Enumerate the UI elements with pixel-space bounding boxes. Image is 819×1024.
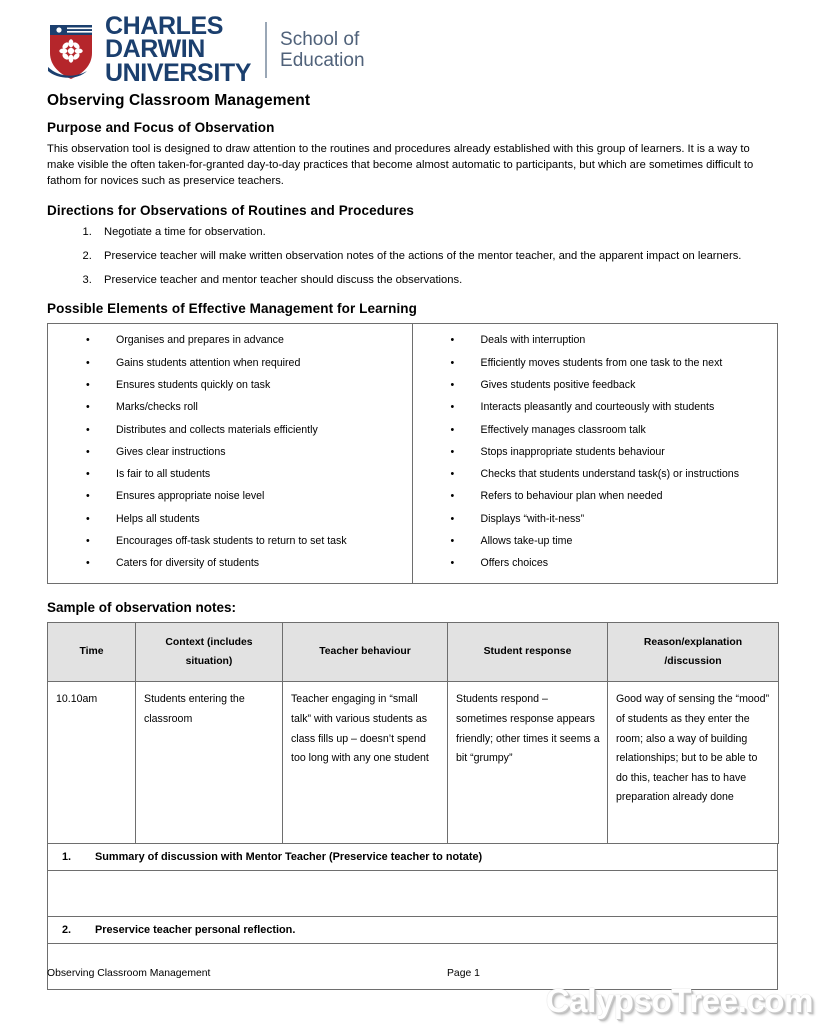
bullet-glyph: • [450,534,455,547]
list-item [54,513,406,527]
bullet-glyph: • [450,401,455,414]
personal-reflection-number: 2. [62,924,72,937]
list-item-label: Distributes and collects materials efficiently [116,423,318,436]
list-item-label: Stops inappropriate students behaviour [480,445,665,458]
elements-column-right [413,324,778,582]
bullet-glyph: • [450,334,455,347]
bullet-glyph: • [450,557,455,570]
list-item [419,535,772,549]
bullet-glyph: • [86,423,90,436]
cell-reason: Good way of sensing the “mood” of students as they enter the room; also a way of building relationships; but to be able to do this, teacher has to have preparation already done [608,682,779,844]
bullet-glyph: • [86,401,90,414]
wordmark-line-1: CHARLES [105,11,224,40]
list-item-label: Helps all students [116,512,200,525]
list-item [54,401,406,415]
list-item [54,446,406,460]
list-item [54,379,406,393]
university-wordmark [105,11,252,87]
personal-reflection-section [47,917,778,990]
list-item-label: Gains students attention when required [116,356,301,369]
list-item-label: Checks that students understand task(s) or instructions [480,468,739,481]
list-item-label: Effectively manages classroom talk [480,423,646,436]
list-item: 2. Preservice teacher will make written observation notes of the actions of the mentor teacher, and the apparent impact on learners. [95,249,778,265]
list-item [419,490,772,504]
wordmark-line-3: UNIVERSITY [105,58,252,87]
bullet-glyph: • [450,512,455,525]
summary-discussion-number: 1. [62,851,72,864]
list-item-label: Displays “with-it-ness” [480,512,585,525]
list-item [54,490,406,504]
list-item-label: Organises and prepares in advance [116,334,284,347]
list-item [419,446,772,460]
list-item-label: Marks/checks roll [116,401,198,414]
list-item [419,424,772,438]
column-header-time: Time [48,622,136,682]
bullet-glyph: • [86,490,90,503]
column-header-teacher-behaviour: Teacher behaviour [283,622,448,682]
sample-notes-heading: Sample of observation notes: [47,599,237,615]
summary-discussion-section [47,844,778,917]
bullet-glyph: • [450,445,455,458]
list-item [54,424,406,438]
wordmark-line-2: DARWIN [105,35,205,64]
bullet-glyph: • [86,557,90,570]
bullet-glyph: • [450,423,455,436]
list-item [54,557,406,571]
list-item [419,513,772,527]
column-header-context-line1: Context (includes [165,636,253,648]
summary-discussion-label [47,844,778,871]
list-item-label: Allows take-up time [480,534,573,547]
cdu-shield-icon [47,19,95,81]
directions-list [47,225,778,289]
cell-context: Students entering the classroom [136,682,283,844]
list-item [419,557,772,571]
elements-column-left [48,324,413,582]
bullet-glyph: • [86,445,90,458]
list-item: 1. Negotiate a time for observation. [95,225,778,241]
effective-management-elements-box [47,323,778,583]
footer-page-number: Page 1 [447,968,480,979]
column-header-context-line2: situation) [185,656,233,668]
cell-student-response: Students respond – sometimes response appears friendly; other times it seems a bit “grumpy” [448,682,608,844]
purpose-paragraph: This observation tool is designed to draw attention to the routines and procedures already established with this group of learners. It is a way to make visible the often taken-for-granted day-to-day practices that become almost automatic to participants, but which are sometimes difficult to fathom for novices such as preservice teachers. [47,143,754,187]
bullet-glyph: • [450,378,455,391]
bullet-glyph: • [450,356,455,369]
list-item [54,357,406,371]
list-item-label: Ensures appropriate noise level [116,490,265,503]
list-item-label: Ensures students quickly on task [116,378,271,391]
bullet-glyph: • [450,468,455,481]
bullet-glyph: • [86,512,90,525]
list-item-label: Efficiently moves students from one task to the next [480,356,723,369]
list-item-label: Is fair to all students [116,468,211,481]
bullet-glyph: • [86,534,90,547]
list-item [419,379,772,393]
cell-teacher-behaviour: Teacher engaging in “small talk” with various students as class fills up – doesn’t spend too long with any one student [283,682,448,844]
column-header-reason [608,622,779,682]
page-title: Observing Classroom Management [47,92,311,109]
bullet-glyph: • [450,490,455,503]
logo-divider [265,22,267,78]
personal-reflection-label [47,917,778,944]
page-footer [47,968,778,979]
list-item-label: Caters for diversity of students [116,557,260,570]
cell-time: 10.10am [48,682,136,844]
directions-heading: Directions for Observations of Routines and Procedures [47,202,414,218]
school-name [280,29,365,72]
bullet-glyph: • [86,356,90,369]
list-item [419,401,772,415]
list-item [419,357,772,371]
column-header-context [136,622,283,682]
list-item-label: Refers to behaviour plan when needed [480,490,663,503]
column-header-reason-line2: /discussion [664,656,722,668]
summary-discussion-input-area[interactable] [47,871,778,917]
list-item [54,468,406,482]
list-item [419,468,772,482]
list-item [54,334,406,348]
school-line-2: Education [280,50,365,71]
document-content [47,92,778,990]
list-item [54,535,406,549]
list-item-label: Gives students positive feedback [480,378,636,391]
bullet-glyph: • [86,468,90,481]
personal-reflection-text: Preservice teacher personal reflection. [95,924,296,937]
observation-notes-table [47,622,779,845]
summary-discussion-text: Summary of discussion with Mentor Teacher (Preservice teacher to notate) [95,851,483,864]
column-header-reason-line1: Reason/explanation [643,636,743,648]
table-row [48,682,779,844]
cdu-logo [47,11,365,87]
bullet-glyph: • [86,378,90,391]
list-item-label: Deals with interruption [480,334,586,347]
list-item: 3. Preservice teacher and mentor teacher should discuss the observations. [95,273,778,289]
bullet-glyph: • [86,334,90,347]
purpose-heading: Purpose and Focus of Observation [47,120,275,135]
list-item-label: Gives clear instructions [116,445,226,458]
list-item [419,334,772,348]
column-header-student-response: Student response [448,622,608,682]
elements-list-left [54,334,406,570]
table-header-row [48,622,779,682]
school-line-1: School of [280,28,360,50]
elements-heading: Possible Elements of Effective Management for Learning [47,301,417,317]
watermark: CalypsoTree.com [545,982,813,1019]
footer-title: Observing Classroom Management [47,968,211,979]
list-item-label: Offers choices [480,557,549,570]
list-item-label: Encourages off-task students to return to set task [116,534,347,547]
list-item-label: Interacts pleasantly and courteously with students [480,401,715,414]
elements-list-right [419,334,772,570]
